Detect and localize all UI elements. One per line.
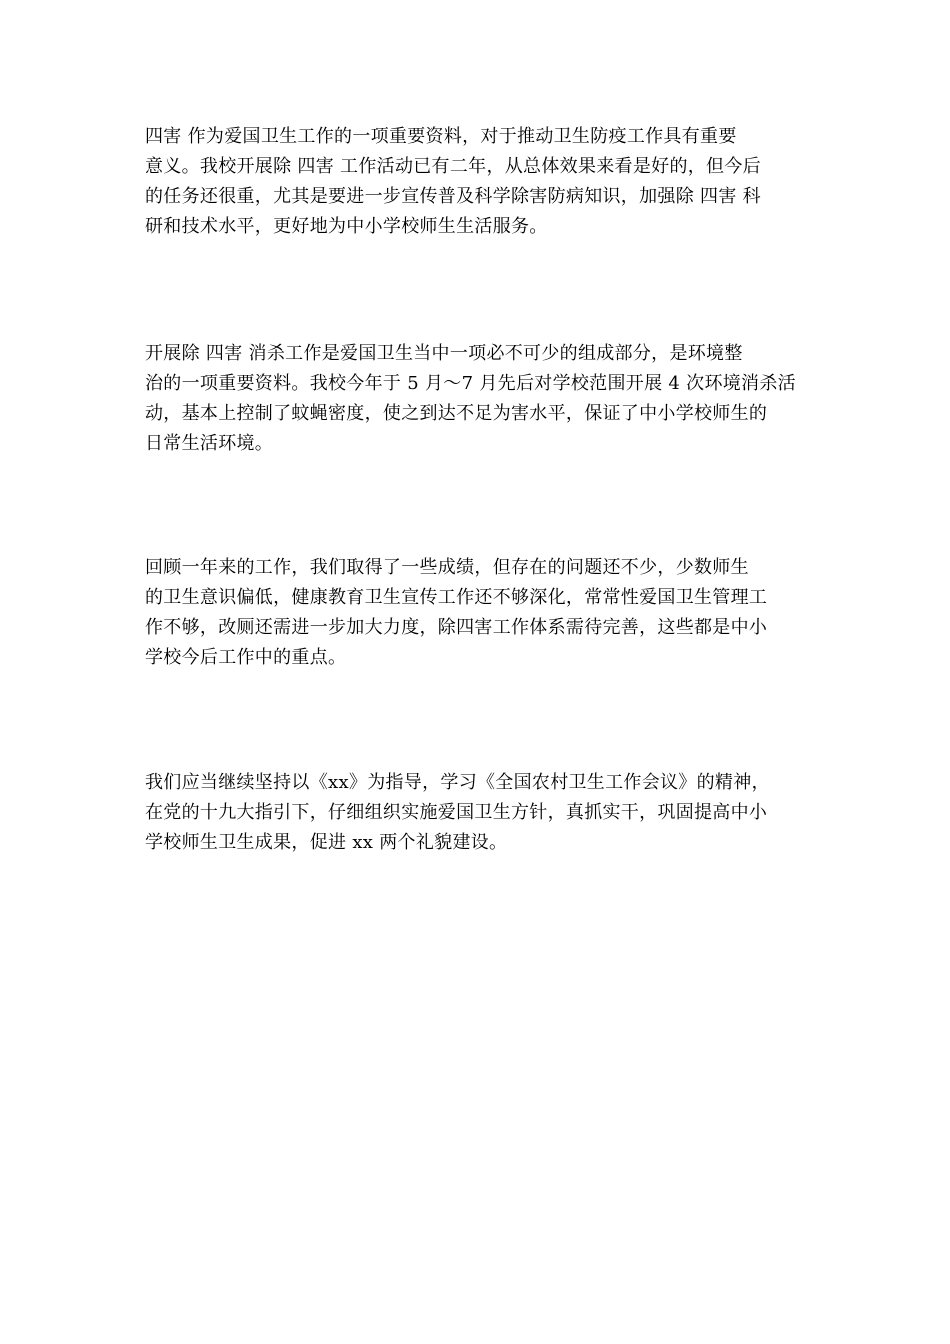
paragraph-line: 作不够，改厕还需进一步加大力度，除四害工作体系需待完善，这些都是中小 — [145, 617, 768, 638]
paragraph-2 — [145, 339, 825, 459]
paragraph-line: 的卫生意识偏低，健康教育卫生宣传工作还不够深化，常常性爱国卫生管理工 — [145, 587, 768, 608]
paragraph-line: 开展除 四害 消杀工作是爱国卫生当中一项必不可少的组成部分，是环境整 — [145, 343, 743, 364]
paragraph-3 — [145, 553, 825, 673]
paragraph-line: 的任务还很重，尤其是要进一步宣传普及科学除害防病知识，加强除 四害 科 — [145, 186, 761, 207]
paragraph-line: 我们应当继续坚持以《xx》为指导，学习《全国农村卫生工作会议》的精神， — [145, 772, 770, 793]
paragraph-line: 回顾一年来的工作，我们取得了一些成绩，但存在的问题还不少，少数师生 — [145, 557, 749, 578]
paragraph-1 — [145, 122, 825, 242]
paragraph-line: 四害 作为爱国卫生工作的一项重要资料，对于推动卫生防疫工作具有重要 — [145, 126, 737, 147]
paragraph-line: 学校师生卫生成果，促进 xx 两个礼貌建设。 — [145, 832, 508, 853]
paragraph-line: 在党的十九大指引下，仔细组织实施爱国卫生方针，真抓实干，巩固提高中小 — [145, 802, 768, 823]
paragraph-line: 学校今后工作中的重点。 — [145, 647, 347, 668]
paragraph-4 — [145, 768, 825, 858]
paragraph-line: 治的一项重要资料。我校今年于 5 月～7 月先后对学校范围开展 4 次环境消杀活 — [145, 373, 796, 394]
paragraph-line: 研和技术水平，更好地为中小学校师生生活服务。 — [145, 216, 548, 237]
paragraph-line: 日常生活环境。 — [145, 433, 274, 454]
paragraph-line: 意义。我校开展除 四害 工作活动已有二年，从总体效果来看是好的，但今后 — [145, 156, 761, 177]
paragraph-line: 动，基本上控制了蚊蝇密度，使之到达不足为害水平，保证了中小学校师生的 — [145, 403, 768, 424]
